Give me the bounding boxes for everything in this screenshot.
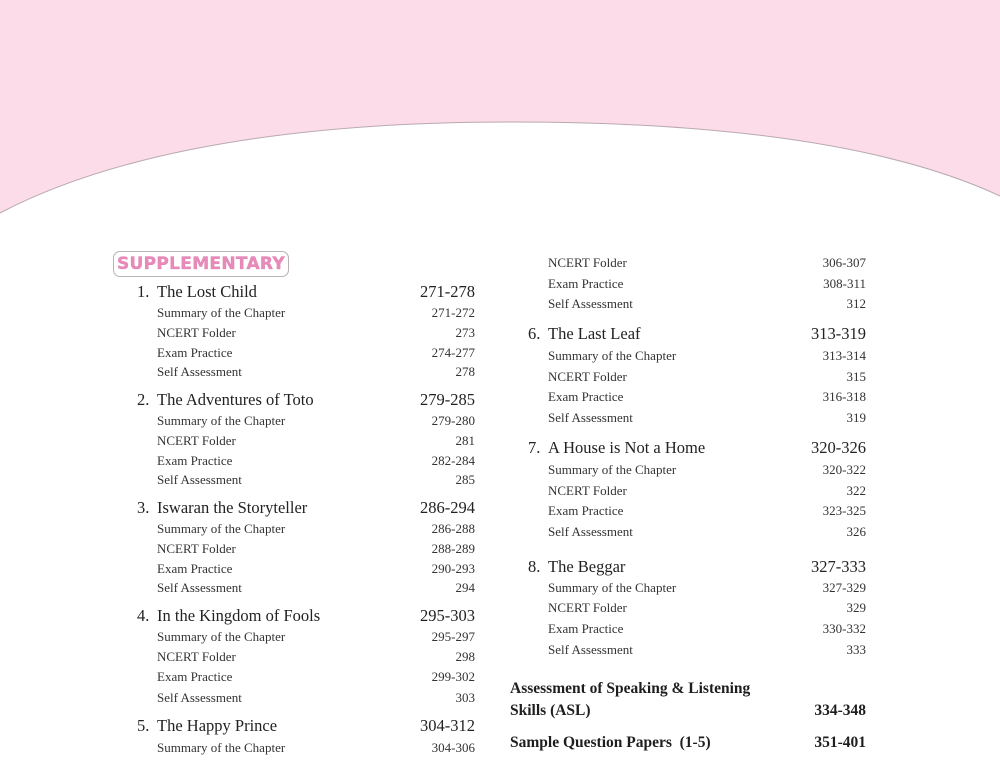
item-pages: 298: [455, 649, 475, 664]
sample-papers-pages: 351-401: [814, 734, 866, 751]
item-label: Self Assessment: [157, 472, 242, 487]
item-label: Self Assessment: [548, 296, 633, 311]
chapter-number: 1.: [137, 282, 150, 301]
item-pages: 279-280: [431, 413, 475, 428]
item-pages: 288-289: [431, 541, 475, 556]
item-label: NCERT Folder: [157, 541, 236, 556]
chapter-title: The Lost Child: [157, 282, 257, 301]
chapter-pages: 279-285: [420, 390, 475, 409]
item-pages: 326: [846, 524, 866, 539]
chapter-number: 7.: [528, 438, 541, 457]
chapter-number: 6.: [528, 324, 541, 343]
item-pages: 274-277: [431, 345, 475, 360]
chapter-number: 4.: [137, 606, 150, 625]
chapter-pages: 271-278: [420, 282, 475, 301]
item-label: Summary of the Chapter: [157, 629, 286, 644]
item-label: NCERT Folder: [157, 433, 236, 448]
chapter-title: The Happy Prince: [157, 716, 278, 735]
item-label: Self Assessment: [548, 410, 633, 425]
chapter-title: The Adventures of Toto: [157, 390, 314, 409]
item-label: Exam Practice: [548, 621, 624, 636]
chapter-title: Iswaran the Storyteller: [157, 498, 308, 517]
item-pages: 273: [455, 325, 475, 340]
item-pages: 327-329: [822, 580, 866, 595]
item-label: Exam Practice: [548, 276, 624, 291]
item-label: Self Assessment: [157, 364, 242, 379]
item-label: Summary of the Chapter: [157, 413, 286, 428]
chapter-title: The Beggar: [548, 557, 626, 576]
item-label: Exam Practice: [157, 345, 233, 360]
item-label: Self Assessment: [548, 642, 633, 657]
item-label: Self Assessment: [157, 580, 242, 595]
item-pages: 281: [455, 433, 475, 448]
item-pages: 330-332: [822, 621, 866, 636]
item-pages: 329: [846, 600, 866, 615]
chapter-pages: 313-319: [811, 324, 866, 343]
item-label: Exam Practice: [157, 453, 233, 468]
asl-title-line1: Assessment of Speaking & Listening: [510, 680, 751, 697]
item-label: NCERT Folder: [548, 483, 627, 498]
item-label: Summary of the Chapter: [548, 580, 677, 595]
chapter-number: 5.: [137, 716, 150, 735]
chapter-number: 8.: [528, 557, 541, 576]
sample-papers-title: Sample Question Papers (1-5): [510, 734, 711, 751]
item-pages: 312: [846, 296, 866, 311]
item-pages: 319: [846, 410, 866, 425]
item-label: Exam Practice: [157, 561, 233, 576]
item-label: NCERT Folder: [548, 369, 627, 384]
item-label: NCERT Folder: [157, 325, 236, 340]
item-pages: 294: [455, 580, 475, 595]
item-pages: 278: [455, 364, 475, 379]
item-pages: 303: [455, 690, 475, 705]
chapter-pages: 304-312: [420, 716, 475, 735]
item-label: Exam Practice: [157, 669, 233, 684]
item-label: Self Assessment: [548, 524, 633, 539]
chapter-number: 2.: [137, 390, 150, 409]
item-pages: 308-311: [823, 276, 866, 291]
item-label: Summary of the Chapter: [548, 348, 677, 363]
asl-title-line2: Skills (ASL): [510, 702, 591, 719]
item-pages: 315: [846, 369, 866, 384]
chapter-pages: 327-333: [811, 557, 866, 576]
asl-pages: 334-348: [814, 702, 866, 719]
item-label: Summary of the Chapter: [157, 521, 286, 536]
item-pages: 333: [846, 642, 866, 657]
section-badge-supplementary: SUPPLEMENTARY: [113, 251, 289, 277]
chapter-pages: 295-303: [420, 606, 475, 625]
item-label: Summary of the Chapter: [157, 305, 286, 320]
item-pages: 306-307: [822, 255, 866, 270]
chapter-number: 3.: [137, 498, 150, 517]
item-label: NCERT Folder: [548, 600, 627, 615]
item-label: NCERT Folder: [548, 255, 627, 270]
chapter-title: The Last Leaf: [548, 324, 641, 343]
item-pages: 295-297: [431, 629, 475, 644]
item-pages: 290-293: [431, 561, 475, 576]
item-pages: 286-288: [431, 521, 475, 536]
item-pages: 299-302: [431, 669, 475, 684]
item-label: Summary of the Chapter: [548, 462, 677, 477]
chapter-title: In the Kingdom of Fools: [157, 606, 321, 625]
item-label: Exam Practice: [548, 503, 624, 518]
chapter-pages: 286-294: [420, 498, 475, 517]
item-label: Summary of the Chapter: [157, 740, 286, 755]
header-curve-background: [0, 0, 1000, 260]
item-pages: 282-284: [431, 453, 475, 468]
item-pages: 271-272: [431, 305, 475, 320]
item-label: Exam Practice: [548, 389, 624, 404]
item-label: NCERT Folder: [157, 649, 236, 664]
item-pages: 313-314: [822, 348, 866, 363]
item-pages: 323-325: [822, 503, 866, 518]
item-pages: 304-306: [431, 740, 475, 755]
item-pages: 322: [846, 483, 866, 498]
chapter-title: A House is Not a Home: [548, 438, 706, 457]
chapter-pages: 320-326: [811, 438, 866, 457]
item-pages: 320-322: [822, 462, 866, 477]
item-pages: 316-318: [822, 389, 866, 404]
item-pages: 285: [455, 472, 475, 487]
item-label: Self Assessment: [157, 690, 242, 705]
